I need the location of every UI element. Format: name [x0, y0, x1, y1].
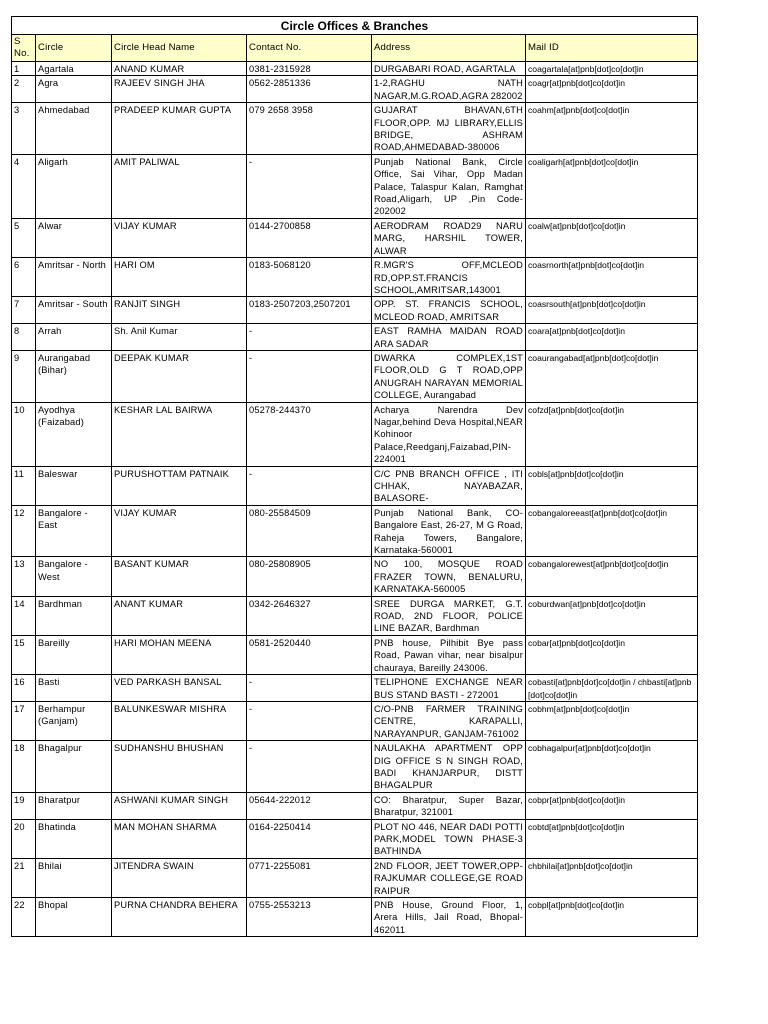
cell-sno: 21 — [12, 858, 36, 897]
cell-address: EAST RAMHA MAIDAN ROAD ARA SADAR — [372, 324, 526, 351]
cell-address: NO 100, MOSQUE ROAD FRAZER TOWN, BENALURU, KARNATAKA-560005 — [372, 557, 526, 596]
table-row — [12, 62, 698, 76]
table-row — [12, 819, 698, 858]
cell-sno: 9 — [12, 350, 36, 402]
cell-circle-head: ASHWANI KUMAR SINGH — [112, 792, 247, 819]
cell-address: PNB house, Pilhibit Bye pass Road, Pawan vihar, near bisalpur chauraya, Bareilly 243006. — [372, 635, 526, 674]
header-mail: Mail ID — [526, 35, 698, 62]
cell-sno: 7 — [12, 297, 36, 324]
cell-address: Acharya Narendra Dev Nagar,behind Deva Hospital,NEAR Kohinoor Palace,Reedganj,Faizabad,PIN-224001 — [372, 402, 526, 466]
cell-circle-head: MAN MOHAN SHARMA — [112, 819, 247, 858]
cell-mail: cobpl[at]pnb[dot]co[dot]in — [526, 898, 698, 937]
cell-contact: - — [247, 154, 372, 218]
cell-mail: coara[at]pnb[dot]co[dot]in — [526, 324, 698, 351]
cell-address: TELIPHONE EXCHANGE NEAR BUS STAND BASTI - 272001 — [372, 675, 526, 702]
cell-circle-head: BALUNKESWAR MISHRA — [112, 701, 247, 740]
cell-circle-head: JITENDRA SWAIN — [112, 858, 247, 897]
cell-sno: 19 — [12, 792, 36, 819]
cell-circle: Bareilly — [36, 635, 112, 674]
cell-circle-head: VIJAY KUMAR — [112, 218, 247, 257]
cell-circle-head: HARI MOHAN MEENA — [112, 635, 247, 674]
cell-circle: Ahmedabad — [36, 103, 112, 155]
table-row — [12, 858, 698, 897]
cell-sno: 20 — [12, 819, 36, 858]
header-contact: Contact No. — [247, 35, 372, 62]
cell-sno: 18 — [12, 741, 36, 793]
cell-sno: 8 — [12, 324, 36, 351]
cell-circle: Aligarh — [36, 154, 112, 218]
cell-circle: Alwar — [36, 218, 112, 257]
cell-mail: coaurangabad[at]pnb[dot]co[dot]in — [526, 350, 698, 402]
cell-contact: 05278-244370 — [247, 402, 372, 466]
table-row — [12, 792, 698, 819]
cell-sno: 14 — [12, 596, 36, 635]
cell-circle: Agra — [36, 76, 112, 103]
cell-address: AERODRAM ROAD29 NARU MARG, HARSHIL TOWER, ALWAR — [372, 218, 526, 257]
cell-contact: 05644-222012 — [247, 792, 372, 819]
table-row — [12, 596, 698, 635]
cell-circle: Baleswar — [36, 466, 112, 505]
table-row — [12, 402, 698, 466]
cell-mail: cobhm[at]pnb[dot]co[dot]in — [526, 701, 698, 740]
cell-mail: coalw[at]pnb[dot]co[dot]in — [526, 218, 698, 257]
cell-sno: 10 — [12, 402, 36, 466]
cell-address: CO: Bharatpur, Super Bazar, Bharatpur, 321001 — [372, 792, 526, 819]
cell-sno: 1 — [12, 62, 36, 76]
table-row — [12, 701, 698, 740]
cell-mail: cofzd[at]pnb[dot]co[dot]in — [526, 402, 698, 466]
cell-mail: cobar[at]pnb[dot]co[dot]in — [526, 635, 698, 674]
cell-contact: 0581-2520440 — [247, 635, 372, 674]
cell-circle-head: BASANT KUMAR — [112, 557, 247, 596]
cell-contact: 0381-2315928 — [247, 62, 372, 76]
cell-mail: coagr[at]pnb[dot]co[dot]in — [526, 76, 698, 103]
cell-mail: cobangalorewest[at]pnb[dot]co[dot]in — [526, 557, 698, 596]
cell-mail: coagartala[at]pnb[dot]co[dot]in — [526, 62, 698, 76]
header-circle: Circle — [36, 35, 112, 62]
cell-address: DURGABARI ROAD, AGARTALA — [372, 62, 526, 76]
cell-address: SREE DURGA MARKET, G.T. ROAD, 2ND FLOOR, POLICE LINE BAZAR, Bardhman — [372, 596, 526, 635]
cell-contact: 0164-2250414 — [247, 819, 372, 858]
cell-mail: coasrsouth[at]pnb[dot]co[dot]in — [526, 297, 698, 324]
cell-sno: 2 — [12, 76, 36, 103]
cell-sno: 22 — [12, 898, 36, 937]
cell-mail: coahm[at]pnb[dot]co[dot]in — [526, 103, 698, 155]
cell-address: Punjab National Bank, CO-Bangalore East, 26-27, M G Road, Raheja Towers, Bangalore, Karnataka-560001 — [372, 505, 526, 557]
table-row — [12, 675, 698, 702]
cell-contact: 079 2658 3958 — [247, 103, 372, 155]
cell-address: PLOT NO 446, NEAR DADI POTTI PARK,MODEL TOWN PHASE-3 BATHINDA — [372, 819, 526, 858]
cell-address: 2ND FLOOR, JEET TOWER,OPP-RAJKUMAR COLLEGE,GE ROAD RAIPUR — [372, 858, 526, 897]
table-body — [12, 62, 698, 937]
cell-circle: Bangalore - West — [36, 557, 112, 596]
cell-circle-head: HARI OM — [112, 258, 247, 297]
cell-address: C/C PNB BRANCH OFFICE , ITI CHHAK, NAYABAZAR, BALASORE- — [372, 466, 526, 505]
cell-address: PNB House, Ground Floor, 1, Arera Hills, Jail Road, Bhopal-462011 — [372, 898, 526, 937]
cell-circle-head: PURNA CHANDRA BEHERA — [112, 898, 247, 937]
header-sno: S No. — [12, 35, 36, 62]
cell-address: Punjab National Bank, Circle Office, Sai Vihar, Opp Madan Palace, Talaspur Kalan, Ramghat Road,Aligarh, UP ,Pin Code-202002 — [372, 154, 526, 218]
circle-offices-table — [11, 16, 698, 937]
cell-circle-head: PURUSHOTTAM PATNAIK — [112, 466, 247, 505]
table-row — [12, 350, 698, 402]
cell-address: R.MGR'S OFF,MCLEOD RD,OPP.ST.FRANCIS SCHOOL,AMRITSAR,143001 — [372, 258, 526, 297]
cell-circle: Bhatinda — [36, 819, 112, 858]
cell-circle: Amritsar - South — [36, 297, 112, 324]
cell-circle: Berhampur (Ganjam) — [36, 701, 112, 740]
cell-mail: cobangaloreeast[at]pnb[dot]co[dot]in — [526, 505, 698, 557]
cell-circle-head: RAJEEV SINGH JHA — [112, 76, 247, 103]
cell-contact: - — [247, 701, 372, 740]
cell-circle: Bhopal — [36, 898, 112, 937]
cell-circle: Bangalore - East — [36, 505, 112, 557]
cell-circle-head: RANJIT SINGH — [112, 297, 247, 324]
table-row — [12, 103, 698, 155]
cell-contact: 0342-2646327 — [247, 596, 372, 635]
cell-contact: 0183-2507203,2507201 — [247, 297, 372, 324]
cell-circle: Arrah — [36, 324, 112, 351]
cell-circle-head: AMIT PALIWAL — [112, 154, 247, 218]
cell-circle-head: PRADEEP KUMAR GUPTA — [112, 103, 247, 155]
cell-circle: Bhilai — [36, 858, 112, 897]
cell-sno: 12 — [12, 505, 36, 557]
cell-sno: 15 — [12, 635, 36, 674]
cell-circle-head: KESHAR LAL BAIRWA — [112, 402, 247, 466]
table-row — [12, 324, 698, 351]
cell-address: GUJARAT BHAVAN,6TH FLOOR,OPP. MJ LIBRARY,ELLIS BRIDGE, ASHRAM ROAD,AHMEDABAD-380006 — [372, 103, 526, 155]
cell-contact: 0183-5068120 — [247, 258, 372, 297]
cell-contact: 080-25808905 — [247, 557, 372, 596]
table-title: Circle Offices & Branches — [12, 17, 698, 35]
cell-circle-head: ANANT KUMAR — [112, 596, 247, 635]
cell-circle: Aurangabad (Bihar) — [36, 350, 112, 402]
cell-circle-head: VED PARKASH BANSAL — [112, 675, 247, 702]
table-row — [12, 466, 698, 505]
cell-contact: - — [247, 324, 372, 351]
cell-mail: coaligarh[at]pnb[dot]co[dot]in — [526, 154, 698, 218]
cell-circle-head: SUDHANSHU BHUSHAN — [112, 741, 247, 793]
cell-mail: chbhilai[at]pnb[dot]co[dot]in — [526, 858, 698, 897]
cell-circle: Basti — [36, 675, 112, 702]
cell-address: NAULAKHA APARTMENT OPP DIG OFFICE S N SINGH ROAD, BADI KHANJARPUR, DISTT BHAGALPUR — [372, 741, 526, 793]
table-row — [12, 557, 698, 596]
cell-mail: coasrnorth[at]pnb[dot]co[dot]in — [526, 258, 698, 297]
cell-address: OPP. ST. FRANCIS SCHOOL, MCLEOD ROAD, AMRITSAR — [372, 297, 526, 324]
cell-circle: Agartala — [36, 62, 112, 76]
table-row — [12, 741, 698, 793]
table-row — [12, 505, 698, 557]
cell-address: 1-2,RAGHU NATH NAGAR,M.G.ROAD,AGRA 282002 — [372, 76, 526, 103]
table-row — [12, 154, 698, 218]
cell-circle-head: VIJAY KUMAR — [112, 505, 247, 557]
table-row — [12, 297, 698, 324]
cell-contact: - — [247, 741, 372, 793]
cell-sno: 13 — [12, 557, 36, 596]
cell-circle: Amritsar - North — [36, 258, 112, 297]
cell-contact: 0562-2851336 — [247, 76, 372, 103]
cell-circle: Bhagalpur — [36, 741, 112, 793]
cell-sno: 17 — [12, 701, 36, 740]
cell-mail: cobhagalpur[at]pnb[dot]co[dot]in — [526, 741, 698, 793]
header-address: Address — [372, 35, 526, 62]
cell-contact: 080-25584509 — [247, 505, 372, 557]
cell-contact: 0755-2553213 — [247, 898, 372, 937]
header-row — [12, 35, 698, 62]
table-row — [12, 898, 698, 937]
cell-contact: - — [247, 350, 372, 402]
cell-address: C/O-PNB FARMER TRAINING CENTRE, KARAPALLI, NARAYANPUR, GANJAM-761002 — [372, 701, 526, 740]
table-row — [12, 635, 698, 674]
table-row — [12, 258, 698, 297]
cell-contact: - — [247, 466, 372, 505]
cell-circle-head: DEEPAK KUMAR — [112, 350, 247, 402]
cell-circle: Ayodhya (Faizabad) — [36, 402, 112, 466]
cell-sno: 6 — [12, 258, 36, 297]
header-circle-head: Circle Head Name — [112, 35, 247, 62]
cell-mail: cobls[at]pnb[dot]co[dot]in — [526, 466, 698, 505]
cell-circle-head: ANAND KUMAR — [112, 62, 247, 76]
table-row — [12, 76, 698, 103]
cell-mail: coburdwan[at]pnb[dot]co[dot]in — [526, 596, 698, 635]
cell-circle: Bardhman — [36, 596, 112, 635]
cell-sno: 4 — [12, 154, 36, 218]
table-row — [12, 218, 698, 257]
cell-circle: Bharatpur — [36, 792, 112, 819]
cell-sno: 5 — [12, 218, 36, 257]
circle-offices-sheet — [11, 16, 697, 937]
cell-mail: cobtd[at]pnb[dot]co[dot]in — [526, 819, 698, 858]
cell-mail: cobpr[at]pnb[dot]co[dot]in — [526, 792, 698, 819]
cell-contact: 0771-2255081 — [247, 858, 372, 897]
cell-contact: - — [247, 675, 372, 702]
cell-mail: cobasti[at]pnb[dot]co[dot]in / chbasti[at]pnb[dot]co[dot]in — [526, 675, 698, 702]
cell-sno: 16 — [12, 675, 36, 702]
cell-sno: 3 — [12, 103, 36, 155]
cell-contact: 0144-2700858 — [247, 218, 372, 257]
cell-circle-head: Sh. Anil Kumar — [112, 324, 247, 351]
cell-sno: 11 — [12, 466, 36, 505]
cell-address: DWARKA COMPLEX,1ST FLOOR,OLD G T ROAD,OPP ANUGRAH NARAYAN MEMORIAL COLLEGE, Aurangabad — [372, 350, 526, 402]
